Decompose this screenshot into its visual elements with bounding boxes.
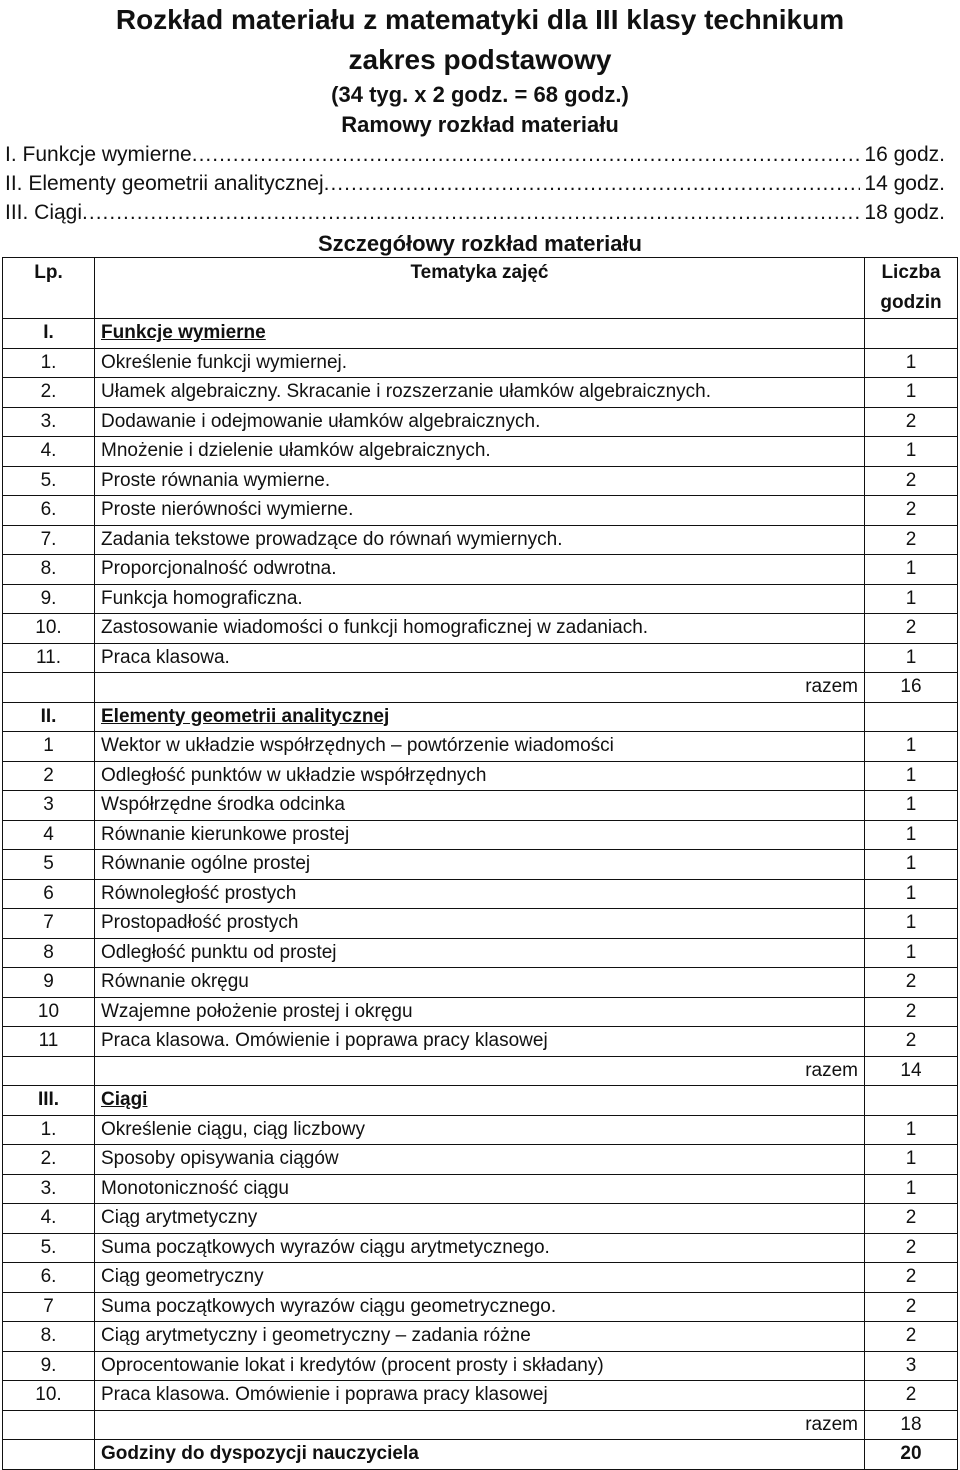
row-number: 10. <box>3 614 95 644</box>
teacher-hours-row <box>3 1440 958 1470</box>
row-hours: 1 <box>865 732 958 762</box>
row-number: 11 <box>3 1027 95 1057</box>
overview-section-hours: 14 godz. <box>864 172 945 195</box>
row-number: 2. <box>3 378 95 408</box>
row-hours: 2 <box>865 407 958 437</box>
teacher-hours-label: Godziny do dyspozycji nauczyciela <box>95 1440 865 1470</box>
row-hours: 2 <box>865 1233 958 1263</box>
row-topic: Równanie ogólne prostej <box>95 850 865 880</box>
row-hours: 1 <box>865 437 958 467</box>
row-topic: Równanie okręgu <box>95 968 865 998</box>
overview-row <box>5 140 945 169</box>
row-topic: Odległość punktu od prostej <box>95 938 865 968</box>
row-topic: Ciąg arytmetyczny i geometryczny – zadania różne <box>95 1322 865 1352</box>
table-row <box>3 1115 958 1145</box>
table-row <box>3 407 958 437</box>
row-number: 7 <box>3 1292 95 1322</box>
table-row <box>3 378 958 408</box>
row-hours: 2 <box>865 466 958 496</box>
leader-dots <box>192 140 861 169</box>
section-header-row <box>3 319 958 349</box>
table-row <box>3 1351 958 1381</box>
table-row <box>3 1263 958 1293</box>
total-label: razem <box>95 673 865 703</box>
row-topic: Praca klasowa. Omówienie i poprawa pracy klasowej <box>95 1381 865 1411</box>
row-topic: Wektor w układzie współrzędnych – powtórzenie wiadomości <box>95 732 865 762</box>
row-topic: Odległość punktów w układzie współrzędnych <box>95 761 865 791</box>
row-hours: 1 <box>865 1174 958 1204</box>
detail-title: Szczegółowy rozkład materiału <box>318 231 642 256</box>
row-hours: 2 <box>865 1204 958 1234</box>
overview-row <box>5 198 945 227</box>
table-row <box>3 348 958 378</box>
section-hours-empty <box>865 1086 958 1116</box>
row-hours: 1 <box>865 850 958 880</box>
row-hours: 2 <box>865 1381 958 1411</box>
row-topic: Równoległość prostych <box>95 879 865 909</box>
table-row <box>3 1381 958 1411</box>
overview-section-hours: 16 godz. <box>864 143 945 166</box>
row-number: 4. <box>3 1204 95 1234</box>
table-row <box>3 496 958 526</box>
row-number: 5. <box>3 1233 95 1263</box>
row-topic: Suma początkowych wyrazów ciągu geometrycznego. <box>95 1292 865 1322</box>
row-number: 3 <box>3 791 95 821</box>
row-number: 6 <box>3 879 95 909</box>
overview-section-name: III. Ciągi <box>5 201 83 224</box>
row-hours: 1 <box>865 643 958 673</box>
row-number: 1. <box>3 348 95 378</box>
leader-dots <box>82 198 860 227</box>
row-topic: Praca klasowa. <box>95 643 865 673</box>
table-row <box>3 466 958 496</box>
row-number: 2. <box>3 1145 95 1175</box>
row-number: 3. <box>3 407 95 437</box>
row-topic: Mnożenie i dzielenie ułamków algebraicznych. <box>95 437 865 467</box>
overview-row <box>5 169 945 198</box>
total-hours: 16 <box>865 673 958 703</box>
row-topic: Dodawanie i odejmowanie ułamków algebraicznych. <box>95 407 865 437</box>
row-hours: 1 <box>865 348 958 378</box>
section-number: III. <box>3 1086 95 1116</box>
section-number: II. <box>3 702 95 732</box>
row-number: 6. <box>3 496 95 526</box>
row-topic: Proste nierówności wymierne. <box>95 496 865 526</box>
overview-section-name: I. Funkcje wymierne <box>5 143 192 166</box>
table-row <box>3 1174 958 1204</box>
table-row <box>3 437 958 467</box>
teacher-hours-empty-cell <box>3 1440 95 1470</box>
row-hours: 1 <box>865 820 958 850</box>
row-topic: Współrzędne środka odcinka <box>95 791 865 821</box>
row-number: 5 <box>3 850 95 880</box>
row-hours: 1 <box>865 378 958 408</box>
section-hours-empty <box>865 702 958 732</box>
framework-overview <box>5 140 945 227</box>
table-row <box>3 879 958 909</box>
row-topic: Sposoby opisywania ciągów <box>95 1145 865 1175</box>
row-hours: 1 <box>865 555 958 585</box>
row-topic: Zastosowanie wiadomości o funkcji homograficznej w zadaniach. <box>95 614 865 644</box>
teacher-hours-value: 20 <box>865 1440 958 1470</box>
row-number: 5. <box>3 466 95 496</box>
row-hours: 1 <box>865 1145 958 1175</box>
table-body <box>3 319 958 1470</box>
row-number: 8. <box>3 1322 95 1352</box>
row-number: 9 <box>3 968 95 998</box>
table-row <box>3 555 958 585</box>
row-hours: 2 <box>865 1292 958 1322</box>
row-number: 6. <box>3 1263 95 1293</box>
table-row <box>3 909 958 939</box>
section-header-row <box>3 1086 958 1116</box>
row-number: 1 <box>3 732 95 762</box>
document-title-line2: zakres podstawowy <box>348 44 612 75</box>
row-topic: Ułamek algebraiczny. Skracanie i rozszerzanie ułamków algebraicznych. <box>95 378 865 408</box>
row-hours: 2 <box>865 1263 958 1293</box>
table-row <box>3 997 958 1027</box>
column-header-hours-line1: Liczba <box>881 262 941 283</box>
total-empty-cell <box>3 1410 95 1440</box>
document-subtitle: (34 tyg. x 2 godz. = 68 godz.) <box>331 82 629 107</box>
table-row <box>3 1233 958 1263</box>
section-number: I. <box>3 319 95 349</box>
table-header-row <box>3 258 958 319</box>
table-row <box>3 1145 958 1175</box>
row-hours: 2 <box>865 614 958 644</box>
total-label: razem <box>95 1410 865 1440</box>
row-topic: Zadania tekstowe prowadzące do równań wymiernych. <box>95 525 865 555</box>
row-number: 9. <box>3 584 95 614</box>
row-hours: 2 <box>865 1322 958 1352</box>
table-row <box>3 525 958 555</box>
row-number: 8. <box>3 555 95 585</box>
row-topic: Określenie funkcji wymiernej. <box>95 348 865 378</box>
row-topic: Suma początkowych wyrazów ciągu arytmetycznego. <box>95 1233 865 1263</box>
document-title-line1: Rozkład materiału z matematyki dla III klasy technikum <box>115 4 845 35</box>
row-number: 10 <box>3 997 95 1027</box>
row-hours: 1 <box>865 879 958 909</box>
table-row <box>3 614 958 644</box>
row-topic: Praca klasowa. Omówienie i poprawa pracy klasowej <box>95 1027 865 1057</box>
table-row <box>3 791 958 821</box>
row-hours: 2 <box>865 968 958 998</box>
section-name: Elementy geometrii analitycznej <box>95 702 865 732</box>
row-topic: Funkcja homograficzna. <box>95 584 865 614</box>
row-number: 4 <box>3 820 95 850</box>
row-hours: 2 <box>865 997 958 1027</box>
row-hours: 1 <box>865 938 958 968</box>
section-header-row <box>3 702 958 732</box>
row-number: 2 <box>3 761 95 791</box>
total-label: razem <box>95 1056 865 1086</box>
framework-title: Ramowy rozkład materiału <box>341 112 619 137</box>
row-hours: 2 <box>865 496 958 526</box>
table-row <box>3 1292 958 1322</box>
row-topic: Proporcjonalność odwrotna. <box>95 555 865 585</box>
section-hours-empty <box>865 319 958 349</box>
row-topic: Monotoniczność ciągu <box>95 1174 865 1204</box>
row-hours: 2 <box>865 525 958 555</box>
leader-dots <box>324 169 861 198</box>
table-row <box>3 584 958 614</box>
section-total-row <box>3 673 958 703</box>
row-number: 7 <box>3 909 95 939</box>
overview-section-name: II. Elementy geometrii analitycznej <box>5 172 324 195</box>
row-hours: 1 <box>865 761 958 791</box>
total-hours: 18 <box>865 1410 958 1440</box>
row-hours: 2 <box>865 1027 958 1057</box>
row-topic: Równanie kierunkowe prostej <box>95 820 865 850</box>
row-topic: Określenie ciągu, ciąg liczbowy <box>95 1115 865 1145</box>
row-topic: Proste równania wymierne. <box>95 466 865 496</box>
column-header-hours-line2: godzin <box>880 292 942 313</box>
table-row <box>3 761 958 791</box>
column-header-lp: Lp. <box>3 258 95 319</box>
section-total-row <box>3 1056 958 1086</box>
total-hours: 14 <box>865 1056 958 1086</box>
total-empty-cell <box>3 1056 95 1086</box>
row-number: 7. <box>3 525 95 555</box>
column-header-hours <box>865 258 958 319</box>
column-header-topic: Tematyka zajęć <box>95 258 865 319</box>
table-row <box>3 1027 958 1057</box>
table-row <box>3 968 958 998</box>
row-hours: 3 <box>865 1351 958 1381</box>
section-name: Funkcje wymierne <box>95 319 865 349</box>
row-hours: 1 <box>865 1115 958 1145</box>
row-topic: Ciąg arytmetyczny <box>95 1204 865 1234</box>
row-topic: Prostopadłość prostych <box>95 909 865 939</box>
row-number: 11. <box>3 643 95 673</box>
section-total-row <box>3 1410 958 1440</box>
row-topic: Oprocentowanie lokat i kredytów (procent prosty i składany) <box>95 1351 865 1381</box>
row-hours: 1 <box>865 791 958 821</box>
table-row <box>3 820 958 850</box>
row-topic: Wzajemne położenie prostej i okręgu <box>95 997 865 1027</box>
row-topic: Ciąg geometryczny <box>95 1263 865 1293</box>
table-row <box>3 1204 958 1234</box>
overview-section-hours: 18 godz. <box>864 201 945 224</box>
table-row <box>3 938 958 968</box>
row-hours: 1 <box>865 909 958 939</box>
table-row <box>3 732 958 762</box>
table-row <box>3 850 958 880</box>
total-empty-cell <box>3 673 95 703</box>
row-number: 1. <box>3 1115 95 1145</box>
row-number: 4. <box>3 437 95 467</box>
row-number: 10. <box>3 1381 95 1411</box>
row-number: 3. <box>3 1174 95 1204</box>
detail-plan-table <box>2 257 958 1470</box>
row-number: 8 <box>3 938 95 968</box>
table-row <box>3 1322 958 1352</box>
row-number: 9. <box>3 1351 95 1381</box>
table-row <box>3 643 958 673</box>
row-hours: 1 <box>865 584 958 614</box>
section-name: Ciągi <box>95 1086 865 1116</box>
